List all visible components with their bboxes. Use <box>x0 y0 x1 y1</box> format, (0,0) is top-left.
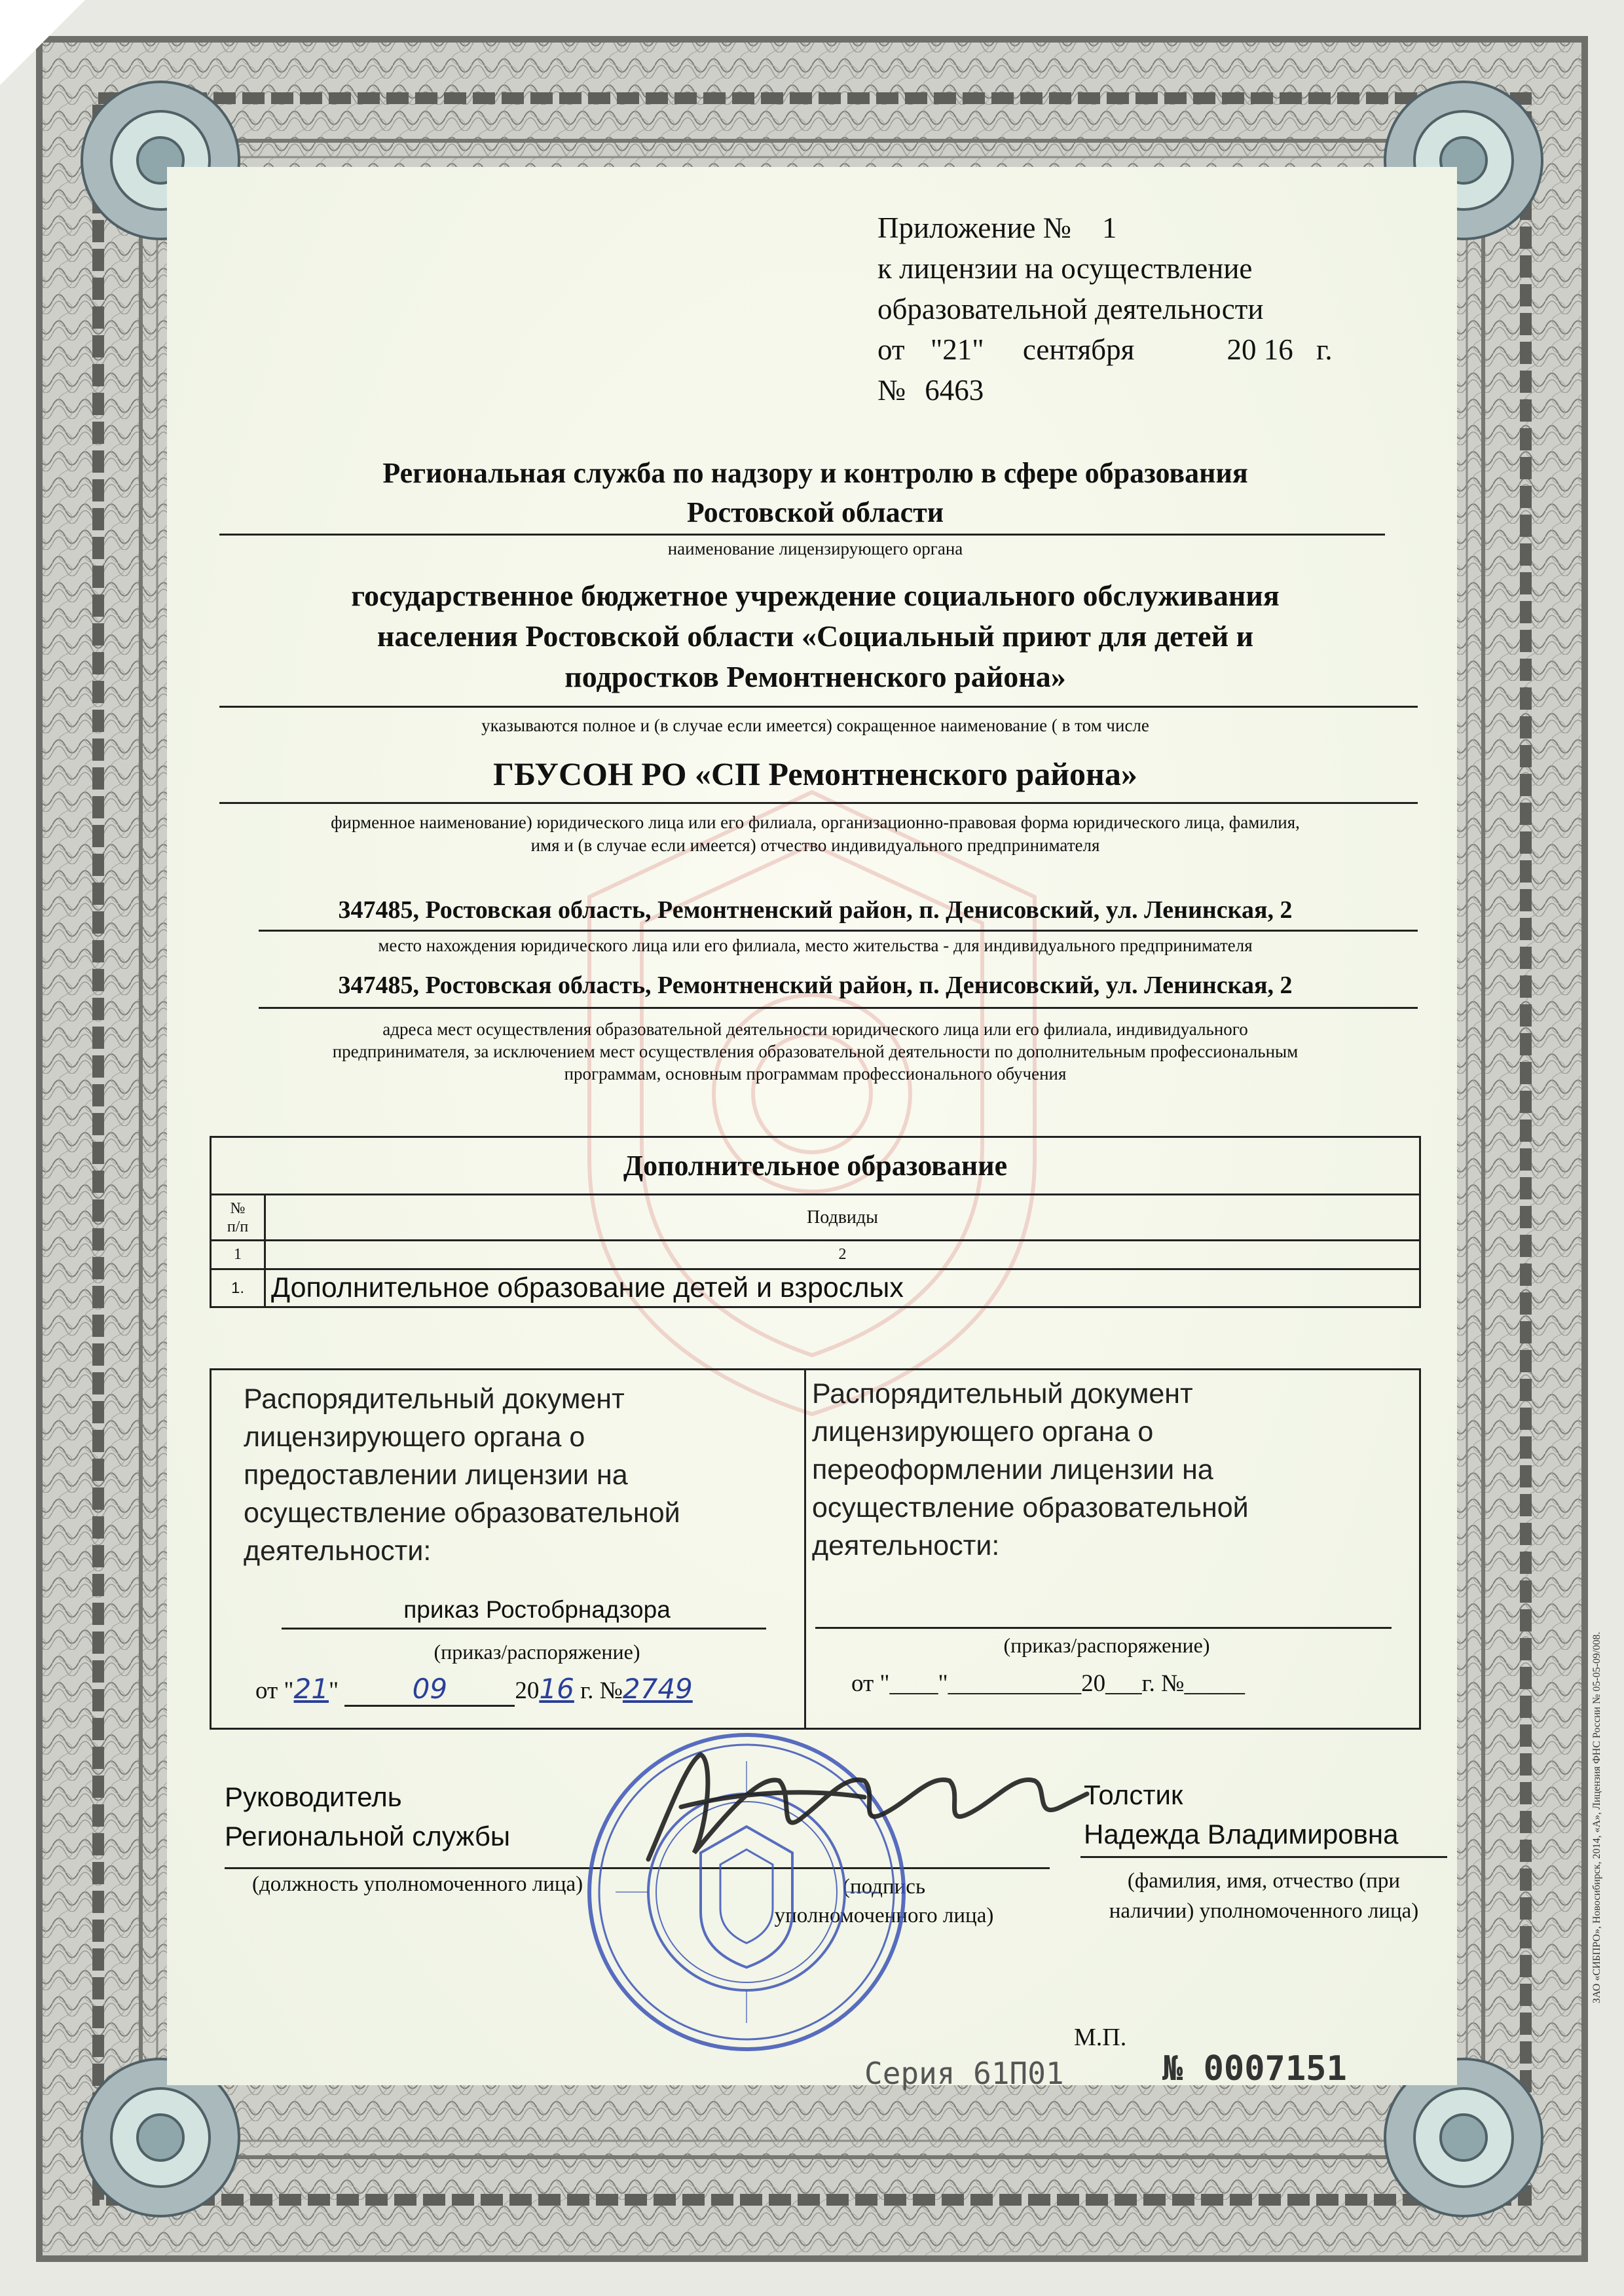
organization-short-name: ГБУСОН РО «СП Ремонтненского района» <box>493 756 1137 792</box>
column-index-1: 1 <box>211 1241 265 1269</box>
left-date-quote: " <box>329 1677 339 1704</box>
right-box-text <box>812 1375 1249 1565</box>
name-line-1: Толстик <box>1084 1779 1183 1810</box>
right-order-caption: (приказ/распоряжение) <box>1003 1633 1210 1657</box>
table-row <box>211 1269 1420 1307</box>
date-year: 20 16 <box>1227 333 1293 366</box>
name-caption-2: наличии) уполномоченного лица) <box>1109 1899 1419 1923</box>
right-box-line-1: Распорядительный документ <box>812 1378 1193 1410</box>
left-num-prefix: г. № <box>580 1677 623 1704</box>
column-header-subtypes: Подвиды <box>265 1195 1420 1241</box>
right-box-line-5: деятельности: <box>812 1530 1000 1561</box>
right-order-date: от "____"___________20___г. №_____ <box>851 1670 1245 1697</box>
position-line-1: Руководитель <box>225 1781 402 1812</box>
short-name-underline <box>219 802 1418 804</box>
date-month: сентября <box>1022 333 1135 366</box>
left-date-prefix: от " <box>255 1677 294 1704</box>
organization-caption-1: указываются полное и (в случае если имеется) сокращенное наименование ( в том числе <box>481 716 1149 735</box>
authority-line-1: Региональная служба по надзору и контролю в сфере образования <box>382 457 1248 489</box>
left-box-line-2: лицензирующего органа о <box>244 1421 585 1453</box>
signer-position <box>225 1777 510 1856</box>
activity-address: 347485, Ростовская область, Ремонтненский район, п. Денисовский, ул. Ленинская, 2 <box>338 972 1293 999</box>
name-line-2: Надежда Владимировна <box>1084 1819 1399 1850</box>
left-box-text <box>244 1380 680 1570</box>
sign-caption-1: (подпись <box>842 1875 925 1899</box>
left-order-number: 2749 <box>622 1673 693 1705</box>
left-order-date <box>255 1673 693 1707</box>
boxes-divider <box>804 1370 806 1728</box>
column-index-2: 2 <box>265 1241 1420 1269</box>
series-label: Серия 61П01 <box>864 2056 1064 2091</box>
printer-side-note: ЗАО «СИБПРО», Новосибирск, 2014, «А», Лицензия ФНС России № 05-05-09/008. <box>1591 1631 1602 2003</box>
left-box-line-1: Распорядительный документ <box>244 1383 625 1415</box>
appendix-license-number <box>877 372 984 409</box>
left-order-title: приказ Ростобрнадзора <box>403 1596 671 1623</box>
folded-corner <box>0 0 85 85</box>
sign-caption-2: уполномоченного лица) <box>774 1904 994 1927</box>
organization-underline <box>219 706 1418 708</box>
appendix-date <box>877 331 1333 368</box>
right-box-line-4: осуществление образовательной <box>812 1492 1249 1523</box>
education-table-title: Дополнительное образование <box>211 1137 1420 1195</box>
location-underline <box>259 930 1418 932</box>
date-year-suffix: г. <box>1316 333 1333 366</box>
emblem-watermark <box>537 753 1087 1440</box>
name-caption <box>1074 1866 1454 1926</box>
date-prefix: от <box>877 333 905 366</box>
license-no: 6463 <box>925 374 984 407</box>
position-caption: (должность уполномоченного лица) <box>252 1872 583 1896</box>
name-underline <box>1080 1856 1447 1858</box>
organization-caption-2: фирменное наименование) юридического лица или его филиала, организационно-правовая форма юридического лица, фамилия, <box>331 812 1300 832</box>
form-number: № 0007151 <box>1162 2049 1347 2088</box>
left-box-line-5: деятельности: <box>244 1535 432 1567</box>
left-date-month: 09 <box>344 1673 515 1707</box>
education-table <box>210 1136 1421 1308</box>
organization-line-1: государственное бюджетное учреждение социального обслуживания <box>351 579 1280 612</box>
name-caption-1: (фамилия, имя, отчество (при <box>1127 1869 1401 1893</box>
row-subtype-name: Дополнительное образование детей и взрослых <box>265 1269 1420 1307</box>
activity-caption-2: предпринимателя, за исключением мест осуществления образовательной деятельности по дополнительным профессиональным <box>332 1042 1299 1061</box>
left-order-underline <box>282 1628 766 1630</box>
appendix-header <box>877 210 1116 246</box>
organization-line-2: населения Ростовской области «Социальный приют для детей и <box>377 619 1254 653</box>
signer-name <box>1084 1776 1398 1854</box>
activity-underline <box>259 1007 1418 1009</box>
appendix-label: Приложение № <box>877 211 1071 244</box>
organization-caption-3: имя и (в случае если имеется) отчество индивидуального предпринимателя <box>530 835 1100 855</box>
left-date-year: 16 <box>539 1673 574 1705</box>
location-caption: место нахождения юридического лица или его филиала, место жительства - для индивидуального предпринимателя <box>378 936 1253 955</box>
date-day: "21" <box>930 333 984 366</box>
organization-line-3: подростков Ремонтненского района» <box>564 660 1066 693</box>
column-header-number <box>211 1195 265 1241</box>
position-line-2: Региональной службы <box>225 1821 511 1851</box>
left-date-year-prefix: 20 <box>515 1677 540 1704</box>
handwritten-signature <box>629 1735 1100 1886</box>
authority-line-2: Ростовской области <box>686 496 944 528</box>
left-box-line-3: предоставлении лицензии на <box>244 1459 628 1491</box>
location-address: 347485, Ростовская область, Ремонтненский район, п. Денисовский, ул. Ленинская, 2 <box>338 896 1293 924</box>
appendix-number: 1 <box>1101 211 1117 244</box>
seal-place-mark: М.П. <box>1074 2024 1127 2051</box>
authority-underline <box>219 534 1385 536</box>
appendix-line-3: образовательной деятельности <box>877 293 1264 325</box>
authority-caption: наименование лицензирующего органа <box>667 539 963 558</box>
left-order-caption: (приказ/распоряжение) <box>434 1640 640 1664</box>
license-no-prefix: № <box>877 374 906 407</box>
activity-caption-1: адреса мест осуществления образовательной деятельности юридического лица или его филиала, индивидуального <box>382 1019 1248 1039</box>
left-date-day: 21 <box>293 1673 329 1705</box>
activity-caption-3: программам, основным программам профессионального обучения <box>564 1064 1067 1084</box>
right-box-line-3: переоформлении лицензии на <box>812 1454 1213 1485</box>
appendix-line-2: к лицензии на осуществление <box>877 252 1253 285</box>
col-num-line-2: п/п <box>227 1218 249 1235</box>
right-box-line-2: лицензирующего органа о <box>812 1416 1154 1448</box>
col-num-line-1: № <box>230 1199 246 1217</box>
row-number: 1. <box>211 1269 265 1307</box>
right-order-underline <box>815 1627 1392 1629</box>
left-box-line-4: осуществление образовательной <box>244 1497 680 1529</box>
